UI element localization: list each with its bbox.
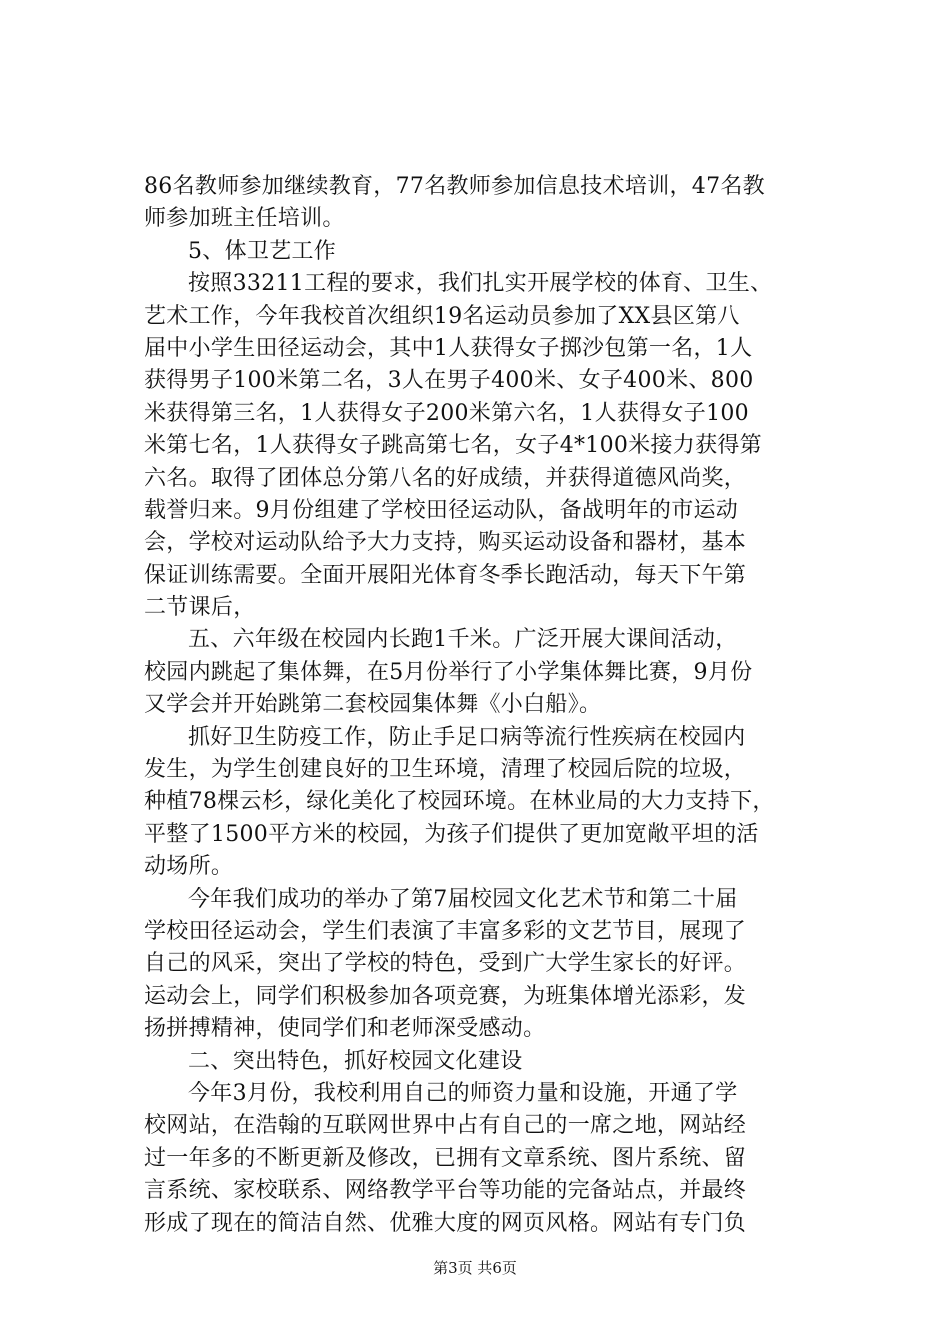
text-line: 届中小学生田径运动会，其中1人获得女子掷沙包第一名，1人 xyxy=(144,335,753,361)
text-line: 运动会上，同学们积极参加各项竞赛，为班集体增光添彩，发 xyxy=(144,983,747,1009)
page-number-footer: 第3页 共6页 xyxy=(433,1259,517,1277)
text-line: 保证训练需要。全面开展阳光体育冬季长跑活动，每天下午第 xyxy=(144,562,747,588)
text-line: 获得男子100米第二名，3人在男子400米、女子400米、800 xyxy=(144,368,754,394)
text-line: 米第七名，1人获得女子跳高第七名，女子4*100米接力获得第 xyxy=(144,433,762,459)
text-line: 会，学校对运动队给予大力支持，购买运动设备和器材，基本 xyxy=(144,530,747,556)
text-line: 艺术工作，今年我校首次组织19名运动员参加了XX县区第八 xyxy=(144,303,740,329)
text-line: 米获得第三名，1人获得女子200米第六名，1人获得女子100 xyxy=(144,400,749,426)
text-line: 学校田径运动会，学生们表演了丰富多彩的文艺节目，展现了 xyxy=(144,918,747,944)
text-line: 六名。取得了团体总分第八名的好成绩，并获得道德风尚奖， xyxy=(144,465,747,491)
text-line: 动场所。 xyxy=(144,854,234,880)
text-line: 形成了现在的简洁自然、优雅大度的网页风格。网站有专门负 xyxy=(144,1210,747,1236)
text-line: 二、突出特色，抓好校园文化建设 xyxy=(188,1048,523,1074)
text-line: 五、六年级在校园内长跑1千米。广泛开展大课间活动， xyxy=(188,627,738,653)
text-line: 5、体卫艺工作 xyxy=(188,238,337,264)
text-line: 发生，为学生创建良好的卫生环境，清理了校园后院的垃圾， xyxy=(144,757,747,783)
text-line: 言系统、家校联系、网络教学平台等功能的完备站点，并最终 xyxy=(144,1178,747,1204)
text-line: 抓好卫生防疫工作，防止手足口病等流行性疾病在校园内 xyxy=(188,724,746,750)
text-line: 过一年多的不断更新及修改，已拥有文章系统、图片系统、留 xyxy=(144,1145,747,1171)
text-line: 校网站，在浩翰的互联网世界中占有自己的一席之地，网站经 xyxy=(144,1113,747,1139)
text-line: 今年3月份，我校利用自己的师资力量和设施，开通了学 xyxy=(188,1080,738,1106)
text-line: 师参加班主任培训。 xyxy=(144,206,345,232)
text-line: 自己的风采，突出了学校的特色，受到广大学生家长的好评。 xyxy=(144,951,747,977)
text-line: 按照33211工程的要求，我们扎实开展学校的体育、卫生、 xyxy=(188,271,773,297)
text-line: 86名教师参加继续教育，77名教师参加信息技术培训，47名教 xyxy=(144,174,765,199)
text-line: 载誉归来。9月份组建了学校田径运动队，备战明年的市运动 xyxy=(144,497,739,523)
text-line: 校园内跳起了集体舞，在5月份举行了小学集体舞比赛，9月份 xyxy=(144,659,753,685)
text-line: 扬拼搏精神，使同学们和老师深受感动。 xyxy=(144,1016,546,1042)
text-line: 又学会并开始跳第二套校园集体舞《小白船》。 xyxy=(144,692,602,718)
text-line: 今年我们成功的举办了第7届校园文化艺术节和第二十届 xyxy=(188,886,738,912)
document-body xyxy=(144,171,834,1240)
text-line: 二节课后， xyxy=(144,595,256,621)
text-line: 平整了1500平方米的校园，为孩子们提供了更加宽敞平坦的活 xyxy=(144,821,759,847)
text-line: 种植78棵云杉，绿化美化了校园环境。在林业局的大力支持下， xyxy=(144,789,775,815)
